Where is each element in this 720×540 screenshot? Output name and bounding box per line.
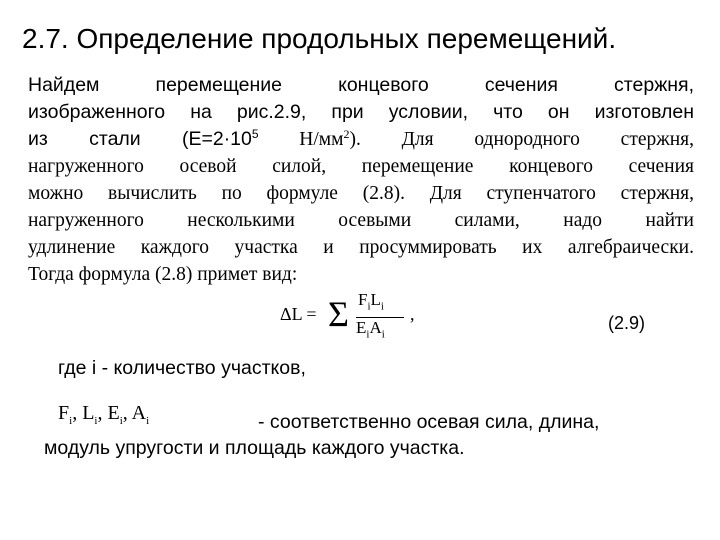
- modulus-symbol: E: [356, 318, 367, 337]
- paragraph-line-2: изображенного на рис.2.9, при условии, что он изготовлен: [28, 101, 694, 123]
- force-symbol: F: [358, 290, 368, 309]
- area-symbol: A: [369, 318, 382, 337]
- index-sub: i: [119, 415, 123, 427]
- paragraph-line-5: можно вычислить по формуле (2.8). Для ступенчатого стержня,: [28, 183, 694, 204]
- separator: ,: [122, 402, 132, 424]
- formula-numerator: [358, 290, 384, 312]
- unit-exponent: 2: [343, 127, 350, 141]
- paragraph-line-7: удлинение каждого участка и просуммировать их алгебраически.: [28, 237, 694, 258]
- paragraph-line-8: Тогда формула (2.8) примет вид:: [28, 264, 298, 285]
- formula-2-9: [280, 290, 430, 350]
- variables-list: [58, 402, 149, 427]
- formula-comma: ,: [410, 304, 415, 324]
- index-sub: i: [367, 300, 371, 313]
- paragraph-line-6: нагруженного несколькими осевыми силами, надо найти: [28, 210, 694, 231]
- power-exponent: 5: [251, 127, 259, 141]
- force-symbol: F: [58, 402, 70, 424]
- area-symbol: A: [131, 402, 147, 424]
- paragraph-line-1: Найдем перемещение концевого сечения стержня,: [28, 74, 694, 96]
- steel-text: из стали (E=2·10: [28, 128, 252, 150]
- length-symbol: L: [370, 290, 381, 309]
- respectively-text-line-2: модуль упругости и площадь каждого участка.: [44, 437, 465, 459]
- formula-lhs: ΔL =: [280, 304, 317, 324]
- unit-text: Н/мм: [258, 129, 344, 150]
- formula-denominator: [356, 318, 385, 340]
- where-text: где i - количество участков,: [58, 357, 306, 379]
- respectively-text-line-1: - соответственно осевая сила, длина,: [258, 411, 600, 433]
- separator: ,: [72, 402, 83, 424]
- paragraph-line-3: [28, 126, 694, 153]
- paragraph-line-4: нагруженного осевой силой, перемещение концевого сечения: [28, 156, 694, 177]
- index-sub: i: [380, 300, 384, 313]
- sigma-symbol: Σ: [328, 294, 349, 334]
- length-symbol: L: [82, 402, 95, 424]
- equation-number: (2.9): [608, 313, 646, 333]
- page-title: 2.7. Определение продольных перемещений.: [22, 23, 617, 54]
- index-sub: i: [94, 415, 98, 427]
- homogeneous-text: ). Для однородного стержня,: [349, 129, 695, 150]
- modulus-symbol: E: [107, 402, 120, 424]
- index-sub: i: [366, 328, 370, 341]
- index-sub: i: [69, 415, 73, 427]
- index-sub: i: [381, 328, 385, 341]
- separator: ,: [97, 402, 108, 424]
- index-sub: i: [146, 415, 150, 427]
